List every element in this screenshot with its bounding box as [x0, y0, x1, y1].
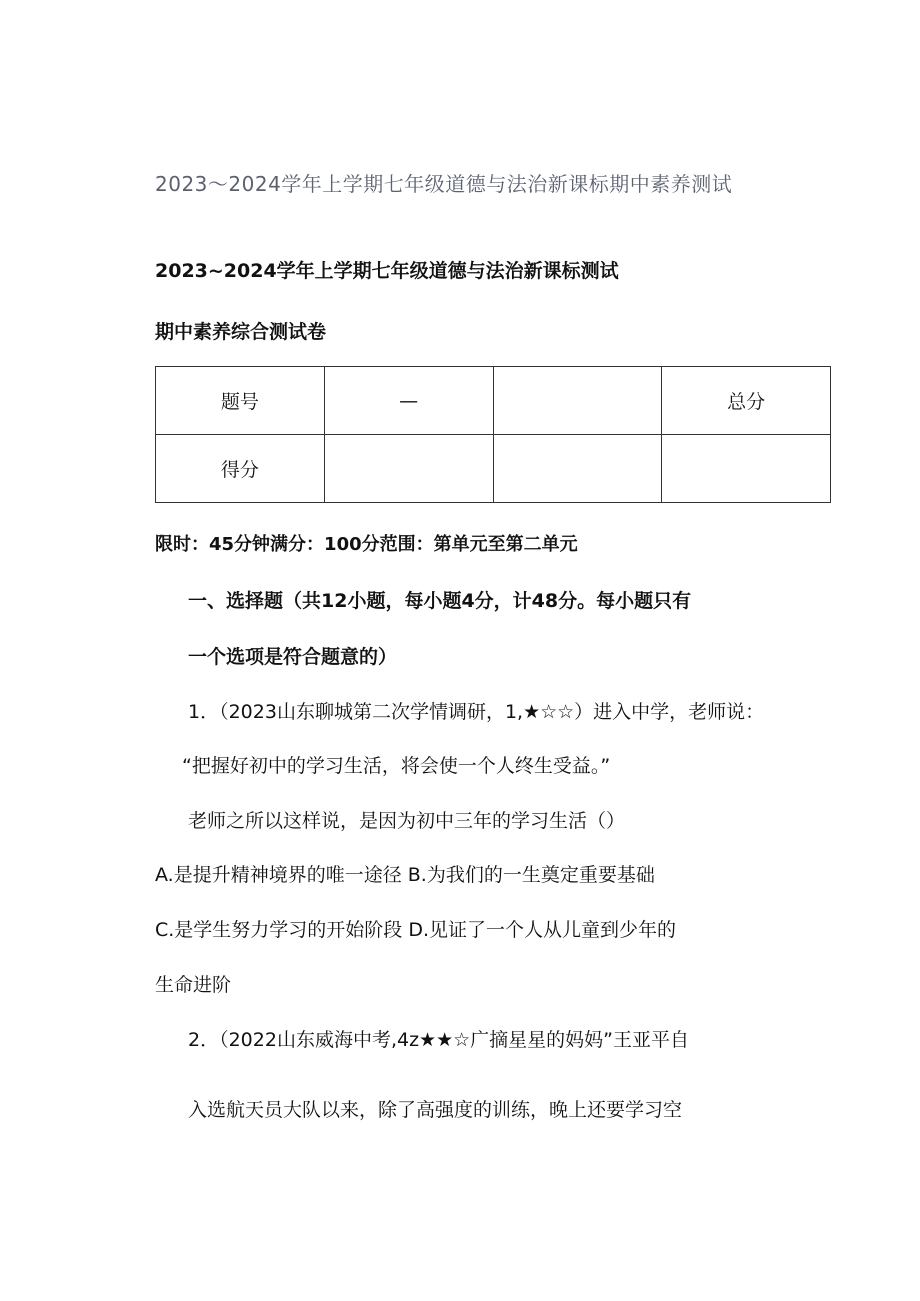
exam-info: 限时：45分钟满分：100分范围：第单元至第二单元: [155, 534, 578, 555]
document-header-title: 2023～2024学年上学期七年级道德与法治新课标期中素养测试: [155, 172, 733, 196]
table-cell: —: [324, 367, 493, 435]
question-1-options-ab: A.是提升精神境界的唯一途径 B.为我们的一生奠定重要基础: [155, 864, 655, 886]
question-2-stem: 2．（2022山东威海中考,4z★★☆广摘星星的妈妈”王亚平自: [188, 1029, 689, 1051]
question-1-option-d-cont: 生命进阶: [155, 974, 232, 996]
table-row: [156, 367, 831, 435]
question-2-cont: 入选航天员大队以来，除了高强度的训练，晚上还要学习空: [188, 1099, 683, 1121]
table-cell: [493, 435, 662, 503]
question-1-stem: 1．（2023山东聊城第二次学情调研，1,★☆☆）进入中学，老师说：: [188, 701, 765, 723]
question-1-quote: “把握好初中的学习生活，将会使一个人终生受益。”: [182, 755, 611, 777]
table-cell: 总分: [662, 367, 831, 435]
section-heading-cont: 一个选项是符合题意的）: [188, 646, 398, 668]
section-heading: 一、选择题（共12小题，每小题4分，计48分。每小题只有: [188, 590, 692, 612]
table-cell: [493, 367, 662, 435]
table-cell: [324, 435, 493, 503]
table-cell: [662, 435, 831, 503]
question-1-prompt: 老师之所以这样说，是因为初中三年的学习生活（）: [188, 810, 626, 832]
table-row: [156, 435, 831, 503]
document-title: 2023~2024学年上学期七年级道德与法治新课标测试: [155, 260, 619, 282]
table-cell: 题号: [156, 367, 325, 435]
table-cell: 得分: [156, 435, 325, 503]
question-1-options-cd: C.是学生努力学习的开始阶段 D.见证了一个人从儿童到少年的: [155, 919, 677, 941]
score-table: [155, 366, 831, 503]
document-subtitle: 期中素养综合测试卷: [155, 321, 327, 343]
